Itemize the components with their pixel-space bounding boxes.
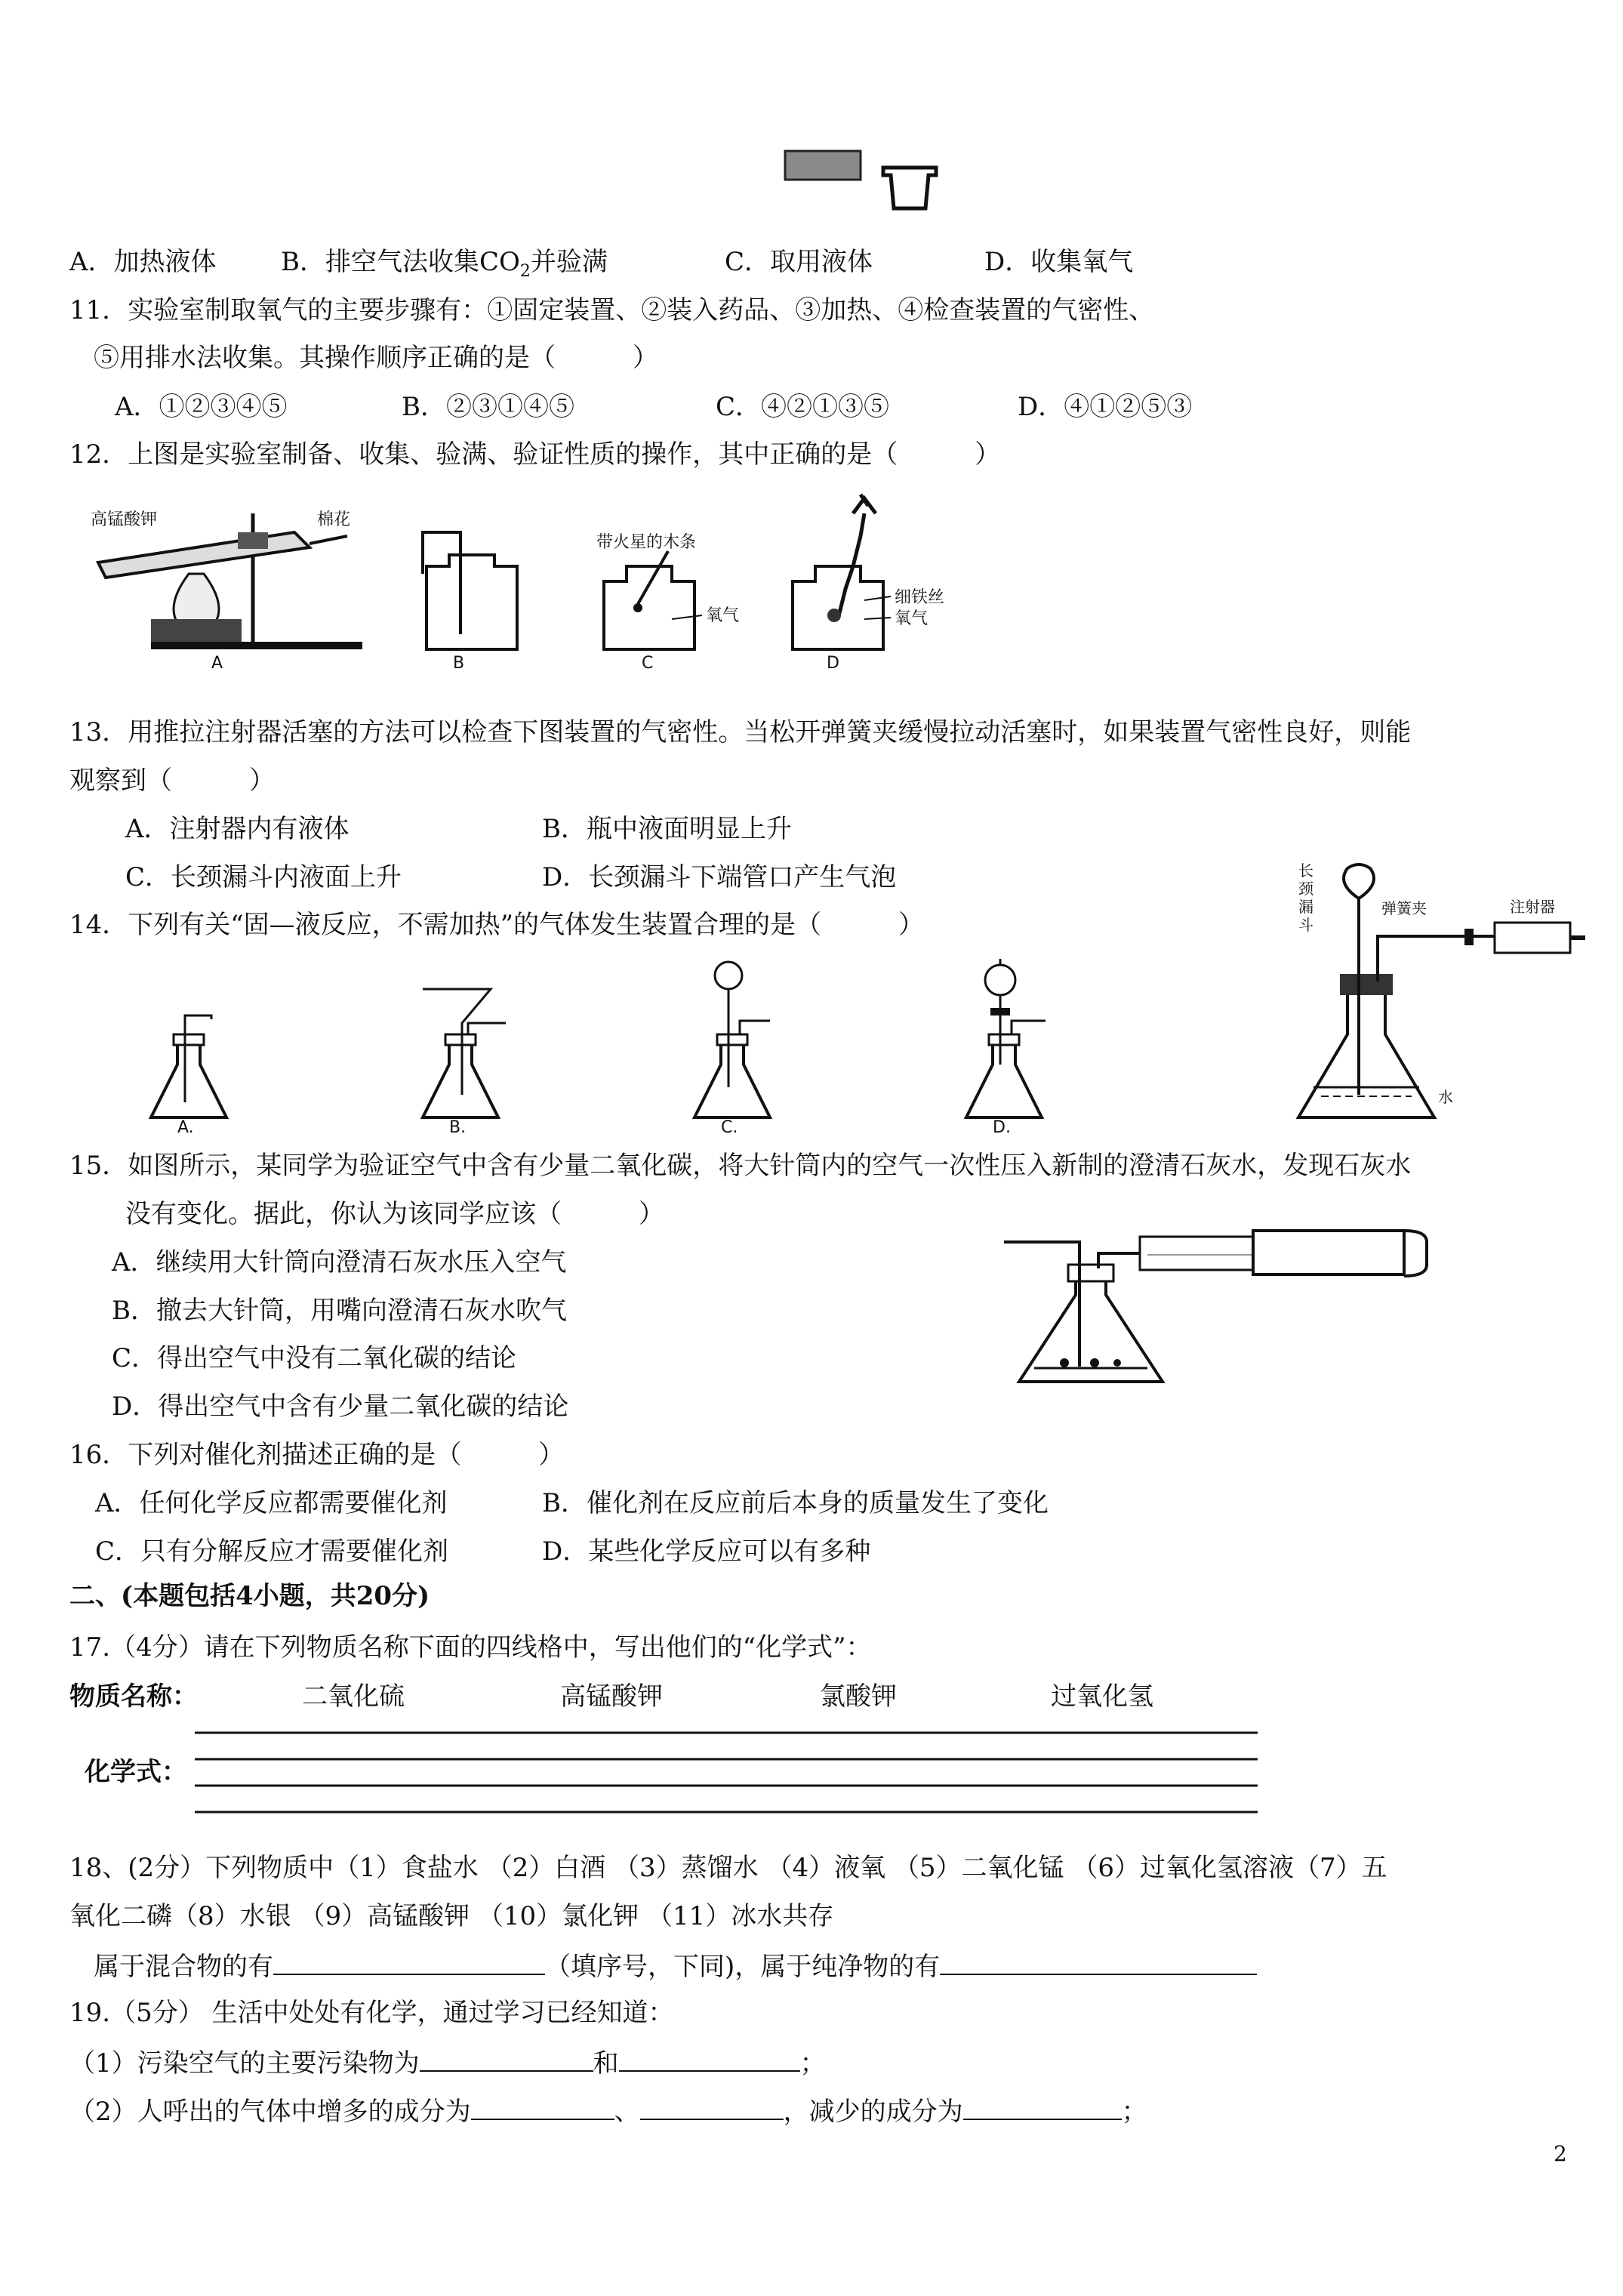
q15-line1: 15．如图所示，某同学为验证空气中含有少量二氧化碳，将大针筒内的空气一次性压入新制的澄清石灰水，发现石灰水 xyxy=(69,1151,1412,1181)
q14-label-c: C. xyxy=(721,1118,738,1137)
q19-decrease-blank[interactable] xyxy=(963,2093,1122,2120)
q10-option-d: D．收集氧气 xyxy=(984,247,1134,277)
q10-bottle-stopper-icon xyxy=(883,168,936,208)
q15-option-d: D．得出空气中含有少量二氧化碳的结论 xyxy=(112,1391,569,1422)
q12-apparatus-a xyxy=(91,510,362,673)
q17-name-2: 高锰酸钾 xyxy=(560,1681,663,1712)
q16-stem: 16．下列对催化剂描述正确的是（ ） xyxy=(69,1440,565,1470)
q12-figure xyxy=(75,491,1057,672)
q19-pollutant-blank-2[interactable] xyxy=(619,2045,800,2072)
q14-label-d: D. xyxy=(993,1118,1011,1137)
q11-option-c: C．④②①③⑤ xyxy=(716,392,890,422)
q13-label-funnel-1: 长 xyxy=(1298,861,1313,880)
q13-option-b: B．瓶中液面明显上升 xyxy=(542,814,792,844)
q19-l1-and: 和 xyxy=(593,2048,619,2079)
q14-flask-a xyxy=(151,1015,226,1137)
q10-option-a: A．加热液体 xyxy=(69,247,217,277)
q19-l1-text: （1）污染空气的主要污染物为 xyxy=(69,2048,420,2079)
q17-formula-label: 化学式： xyxy=(85,1757,187,1787)
q14-flask-d xyxy=(966,959,1046,1137)
q17-name-1: 二氧化硫 xyxy=(302,1681,405,1712)
q19-l2-text: （2）人呼出的气体中增多的成分为 xyxy=(69,2097,471,2127)
q13-label-funnel-3: 漏 xyxy=(1298,898,1313,916)
q19-pollutant-blank-1[interactable] xyxy=(420,2045,593,2072)
q12-bottle-b xyxy=(423,532,517,673)
q17-stem: 17.（4分）请在下列物质名称下面的四线格中，写出他们的“化学式”： xyxy=(69,1632,872,1663)
q13-line2: 观察到（ ） xyxy=(69,766,275,796)
q12-stem: 12．上图是实验室制备、收集、验满、验证性质的操作，其中正确的是（ ） xyxy=(69,439,1001,470)
q13-label-funnel-2: 颈 xyxy=(1298,880,1313,898)
q18-pure-label: （填序号，下同)，属于纯净物的有 xyxy=(545,1952,941,1982)
q19-l2-decrease: ，减少的成分为 xyxy=(783,2097,963,2127)
q13-line1: 13．用推拉注射器活塞的方法可以检查下图装置的气密性。当松开弹簧夹缓慢拉动活塞时，如果装置气密性良好，则能 xyxy=(69,717,1412,747)
q15-option-b: B．撤去大针筒，用嘴向澄清石灰水吹气 xyxy=(112,1296,567,1326)
q17-four-line-grid[interactable] xyxy=(195,1729,1259,1820)
q12-label-kmno4: 高锰酸钾 xyxy=(91,510,158,529)
q19-l2-end: ； xyxy=(1121,2097,1147,2127)
q16-option-d: D．某些化学反应可以有多种 xyxy=(542,1536,871,1567)
q10-option-b xyxy=(281,245,608,288)
q12-bottle-d xyxy=(793,495,944,673)
q15-option-a: A．继续用大针筒向澄清石灰水压入空气 xyxy=(112,1247,567,1277)
q19-l2-sep: 、 xyxy=(614,2097,640,2127)
q19-line2 xyxy=(69,2093,1147,2128)
q10-slide-shape xyxy=(785,151,861,180)
q14-label-b: B. xyxy=(449,1118,467,1137)
q19-stem: 19.（5分） 生活中处处有化学，通过学习已经知道： xyxy=(69,1998,674,2028)
q16-option-b: B．催化剂在反应前后本身的质量发生了变化 xyxy=(542,1488,1049,1518)
q12-label-cotton: 棉花 xyxy=(317,510,351,529)
q17-name-3: 氯酸钾 xyxy=(820,1681,897,1712)
q15-line2: 没有变化。据此，你认为该同学应该（ ） xyxy=(125,1199,664,1229)
q12-label-c: C xyxy=(642,654,654,673)
q10-option-c: C．取用液体 xyxy=(725,247,873,277)
q11-line2: ⑤用排水法收集。其操作顺序正确的是（ ） xyxy=(94,343,658,373)
q16-option-a: A．任何化学反应都需要催化剂 xyxy=(95,1488,448,1518)
q14-label-a: A. xyxy=(177,1118,194,1137)
section-2-heading: 二、(本题包括4小题，共20分) xyxy=(69,1581,430,1611)
q10-option-b-tail: 并验满 xyxy=(530,247,608,277)
q12-label-oxygen-d: 氧气 xyxy=(895,609,929,628)
q18-pure-blank[interactable] xyxy=(940,1948,1257,1975)
q19-increase-blank-1[interactable] xyxy=(471,2093,614,2120)
q12-label-splint: 带火星的木条 xyxy=(596,533,697,552)
q17-name-label: 物质名称： xyxy=(69,1681,198,1712)
q14-flask-b xyxy=(423,989,506,1137)
q13-label-clip: 弹簧夹 xyxy=(1381,899,1427,917)
q11-option-d: D．④①②⑤③ xyxy=(1018,392,1193,422)
q13-option-c: C．长颈漏斗内液面上升 xyxy=(125,862,402,892)
q10-subscript: 2 xyxy=(519,261,531,281)
page-number: 2 xyxy=(1554,2141,1567,2166)
q11-line1: 11．实验室制取氧气的主要步骤有：①固定装置、②装入药品、③加热、④检查装置的气密性、 xyxy=(69,295,1155,325)
q13-figure xyxy=(1283,853,1585,1133)
q12-bottle-c xyxy=(596,533,739,673)
q13-label-funnel-4: 斗 xyxy=(1298,916,1313,934)
q12-label-d: D xyxy=(827,654,839,673)
q16-option-c: C．只有分解反应才需要催化剂 xyxy=(95,1536,449,1567)
q14-flask-c xyxy=(694,962,770,1137)
q13-label-syringe: 注射器 xyxy=(1510,898,1555,916)
q18-line2: 氧化二磷（8）水银 （9）高锰酸钾 （10）氯化钾 （11）冰水共存 xyxy=(69,1901,834,1931)
q19-l1-end: ； xyxy=(799,2048,826,2079)
q10-figure-top xyxy=(778,143,959,219)
q12-label-wire: 细铁丝 xyxy=(895,588,945,607)
q12-label-b: B xyxy=(453,654,465,673)
q19-increase-blank-2[interactable] xyxy=(640,2093,784,2120)
q14-stem: 14．下列有关“固—液反应，不需加热”的气体发生装置合理的是（ ） xyxy=(69,910,925,940)
q15-option-c: C．得出空气中没有二氧化碳的结论 xyxy=(112,1343,517,1373)
q13-label-water: 水 xyxy=(1438,1088,1453,1106)
q13-option-d: D．长颈漏斗下端管口产生气泡 xyxy=(542,862,897,892)
q12-label-a: A xyxy=(211,654,223,673)
q19-line1 xyxy=(69,2045,826,2080)
q11-option-a: A．①②③④⑤ xyxy=(115,392,288,422)
q18-line3 xyxy=(94,1948,1257,1983)
q18-line1: 18、(2分）下列物质中（1）食盐水 （2）白酒 （3）蒸馏水 （4）液氧 （5）二氧化锰 （6）过氧化氢溶液（7）五 xyxy=(69,1853,1387,1883)
q12-label-oxygen-c: 氧气 xyxy=(706,606,740,625)
q18-mixture-blank[interactable] xyxy=(273,1948,545,1975)
q15-figure xyxy=(1004,1208,1427,1389)
q13-option-a: A．注射器内有液体 xyxy=(125,814,350,844)
q14-figure xyxy=(113,959,1079,1137)
q17-name-4: 过氧化氢 xyxy=(1051,1681,1153,1712)
q18-mixture-label: 属于混合物的有 xyxy=(94,1952,273,1982)
q10-option-b-text: B．排空气法收集CO xyxy=(281,247,520,277)
q11-option-b: B．②③①④⑤ xyxy=(402,392,574,422)
